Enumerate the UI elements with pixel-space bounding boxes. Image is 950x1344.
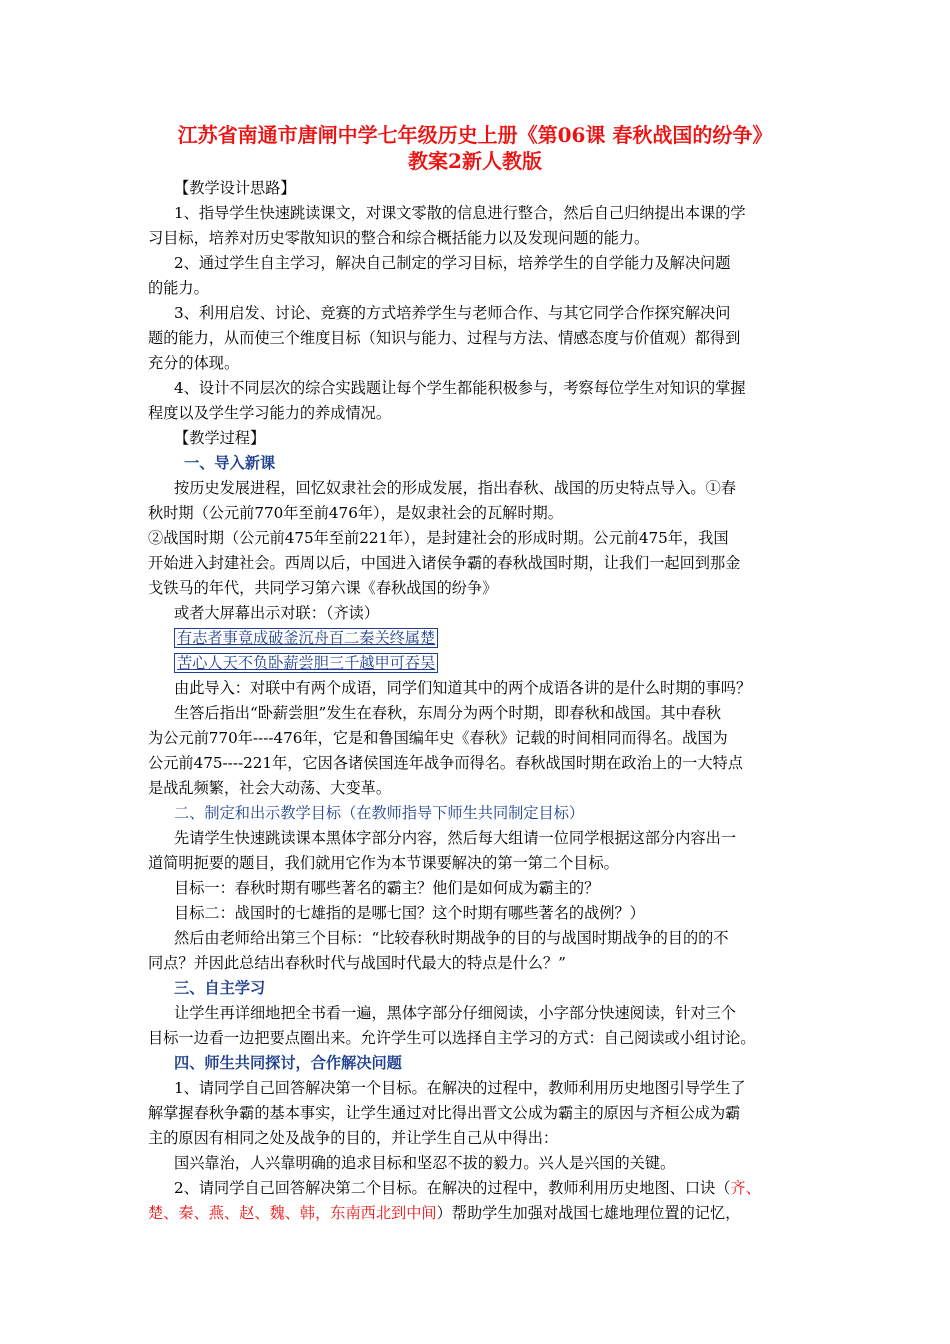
- goal-one: 目标一：春秋时期有哪些著名的霸主？他们是如何成为霸主的？: [174, 879, 600, 897]
- text-segment: 2、请同学自己回答解决第二个目标。在解决的过程中，教师利用历史地图、口诀（: [174, 1179, 731, 1197]
- paragraph-line: 让学生再详细地把全书看一遍，黑体字部分仔细阅读，小字部分快速阅读，针对三个: [174, 1004, 736, 1022]
- goal-two: 目标二：战国时的七雄指的是哪七国？这个时期有哪些著名的战例？）: [174, 904, 645, 922]
- heading-2: 二、制定和出示教学目标（在教师指导下师生共同制定目标）: [174, 804, 585, 822]
- section-process-label: 【教学过程】: [174, 429, 266, 447]
- paragraph-line: 同点？并因此总结出春秋时代与战国时代最大的特点是什么？”: [148, 954, 566, 972]
- paragraph-line: [174, 1178, 854, 1198]
- paragraph-line: 生答后指出“卧薪尝胆”发生在春秋，东周分为两个时期，即春秋和战国。其中春秋: [174, 704, 722, 722]
- doc-title-line-2: 教案2新人教版: [408, 149, 542, 173]
- paragraph-line: 1、请同学自己回答解决第一个目标。在解决的过程中，教师利用历史地图引导学生了: [174, 1079, 746, 1097]
- paragraph-line: 主的原因有相同之处及战争的目的，并让学生自己从中得出：: [148, 1129, 559, 1147]
- paragraph-line: 先请学生快速跳读课本黑体字部分内容，然后每大组请一位同学根据这部分内容出一: [174, 829, 736, 847]
- paragraph-line: 戈铁马的年代，共同学习第六课《春秋战国的纷争》: [148, 579, 498, 597]
- paragraph-line: 国兴靠治，人兴靠明确的追求目标和坚忍不拔的毅力。兴人是兴国的关键。: [174, 1154, 676, 1172]
- mnemonic-text: 齐、: [730, 1179, 761, 1197]
- paragraph-line: 的能力。: [148, 279, 209, 297]
- doc-title-line-1: 江苏省南通市唐闸中学七年级历史上册《第06课 春秋战国的纷争》: [177, 123, 773, 147]
- paragraph-line: 道简明扼要的题目，我们就用它作为本节课要解决的第一第二个目标。: [148, 854, 619, 872]
- paragraph-line: 3、利用启发、讨论、竞赛的方式培养学生与老师合作、与其它同学合作探究解决问: [174, 304, 731, 322]
- paragraph-line: 为公元前770年----476年，它是和鲁国编年史《春秋》记载的时间相同而得名。战国为: [148, 729, 728, 747]
- paragraph-line: 秋时期（公元前770年至前476年），是奴隶社会的瓦解时期。: [148, 504, 563, 522]
- paragraph-line: 目标一边看一边把要点圈出来。允许学生可以选择自主学习的方式：自己阅读或小组讨论。: [148, 1029, 756, 1047]
- paragraph-line: 习目标，培养对历史零散知识的整合和综合概括能力以及发现问题的能力。: [148, 229, 650, 247]
- paragraph-line: 或者大屏幕出示对联：（齐读）: [174, 604, 380, 622]
- section-design-label: 【教学设计思路】: [174, 179, 296, 197]
- mnemonic-text: 楚、秦、燕、赵、魏、韩，东南西北到中间: [148, 1204, 437, 1222]
- paragraph-line: 由此导入：对联中有两个成语，同学们知道其中的两个成语各讲的是什么时期的事吗？: [174, 679, 752, 697]
- paragraph-line: 按历史发展进程，回忆奴隶社会的形成发展，指出春秋、战国的历史特点导入。①春: [174, 479, 736, 497]
- paragraph-line: 开始进入封建社会。西周以后，中国进入诸侯争霸的春秋战国时期，让我们一起回到那金: [148, 554, 741, 572]
- paragraph-line: 题的能力，从而使三个维度目标（知识与能力、过程与方法、情感态度与价值观）都得到: [148, 329, 741, 347]
- paragraph-line: 4、设计不同层次的综合实践题让每个学生都能积极参与，考察每位学生对知识的掌握: [174, 379, 746, 397]
- paragraph-line: 然后由老师给出第三个目标：“比较春秋时期战争的目的与战国时期战争的目的的不: [174, 929, 729, 947]
- couplet-box-1: 有志者事竟成破釜沉舟百二秦关终属楚: [174, 628, 438, 648]
- paragraph-line: 1、指导学生快速跳读课文，对课文零散的信息进行整合，然后自己归纳提出本课的学: [174, 204, 746, 222]
- paragraph-line: 程度以及学生学习能力的养成情况。: [148, 404, 391, 422]
- paragraph-line: 2、通过学生自主学习，解决自己制定的学习目标，培养学生的自学能力及解决问题: [174, 254, 731, 272]
- couplet-box-2: 苦心人天不负卧薪尝胆三千越甲可吞吴: [174, 653, 438, 673]
- couplet-line-1: [174, 628, 854, 648]
- paragraph-line: [148, 1203, 828, 1223]
- text-segment: ）帮助学生加强对战国七雄地理位置的记忆，: [436, 1204, 741, 1222]
- heading-3: 三、自主学习: [174, 979, 266, 997]
- heading-1: 一、导入新课: [184, 454, 276, 472]
- paragraph-line: 是战乱频繁，社会大动荡、大变革。: [148, 779, 391, 797]
- paragraph-line: ②战国时期（公元前475年至前221年），是封建社会的形成时期。公元前475年，我国: [148, 529, 729, 547]
- paragraph-line: 解掌握春秋争霸的基本事实，让学生通过对比得出晋文公成为霸主的原因与齐桓公成为霸: [148, 1104, 741, 1122]
- heading-4: 四、师生共同探讨，合作解决问题: [174, 1054, 402, 1072]
- paragraph-line: 充分的体现。: [148, 354, 240, 372]
- paragraph-line: 公元前475----221年，它因各诸侯国连年战争而得名。春秋战国时期在政治上的一大特点: [148, 754, 743, 772]
- couplet-line-2: [174, 653, 854, 673]
